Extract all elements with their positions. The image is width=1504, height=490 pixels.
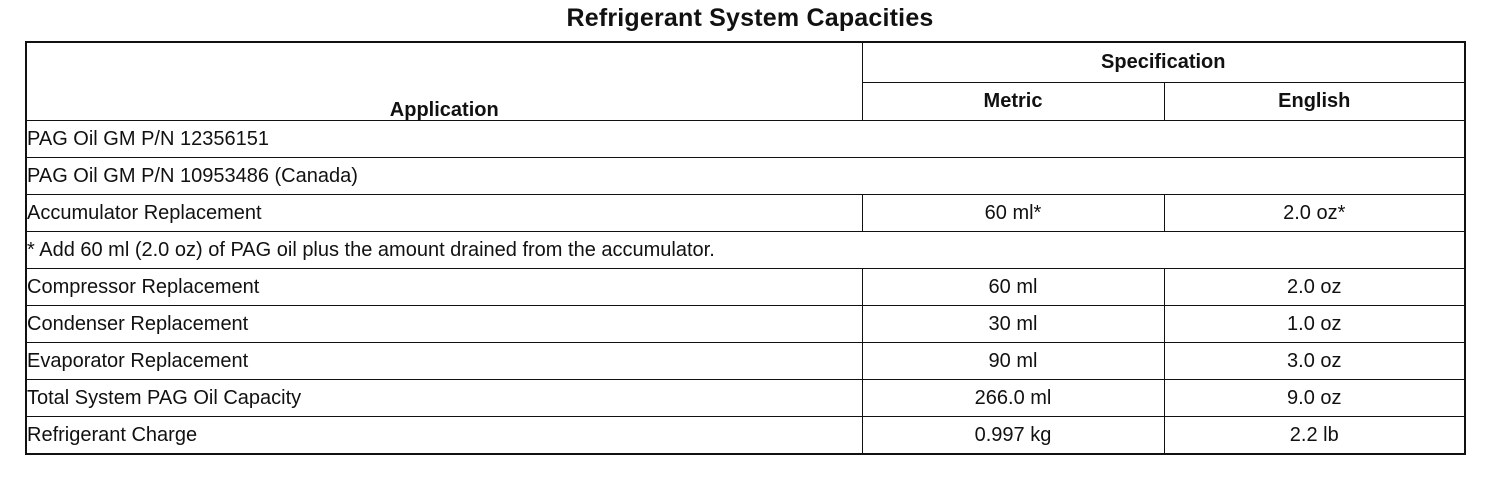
table-row bbox=[26, 416, 1465, 454]
english-cell: 2.2 lb bbox=[1164, 416, 1465, 454]
table-row bbox=[26, 379, 1465, 416]
english-cell: 2.0 oz* bbox=[1164, 194, 1465, 231]
metric-cell: 60 ml bbox=[862, 268, 1164, 305]
table-row bbox=[26, 342, 1465, 379]
english-cell: 1.0 oz bbox=[1164, 305, 1465, 342]
english-cell: 2.0 oz bbox=[1164, 268, 1465, 305]
english-cell: 9.0 oz bbox=[1164, 379, 1465, 416]
application-cell: Compressor Replacement bbox=[26, 268, 862, 305]
table-row bbox=[26, 194, 1465, 231]
application-cell: Evaporator Replacement bbox=[26, 342, 862, 379]
part-number-line: PAG Oil GM P/N 12356151 bbox=[26, 120, 1465, 157]
application-cell: Accumulator Replacement bbox=[26, 194, 862, 231]
footnote: * Add 60 ml (2.0 oz) of PAG oil plus the amount drained from the accumulator. bbox=[26, 231, 1465, 268]
metric-cell: 30 ml bbox=[862, 305, 1164, 342]
application-cell: Total System PAG Oil Capacity bbox=[26, 379, 862, 416]
table-row bbox=[26, 305, 1465, 342]
english-header: English bbox=[1164, 82, 1465, 120]
application-header: Application bbox=[26, 42, 862, 120]
metric-cell: 60 ml* bbox=[862, 194, 1164, 231]
application-cell: Refrigerant Charge bbox=[26, 416, 862, 454]
capacities-table bbox=[25, 41, 1466, 455]
specification-header: Specification bbox=[862, 42, 1465, 82]
metric-header: Metric bbox=[862, 82, 1164, 120]
application-cell: Condenser Replacement bbox=[26, 305, 862, 342]
english-cell: 3.0 oz bbox=[1164, 342, 1465, 379]
table-row bbox=[26, 268, 1465, 305]
page-title: Refrigerant System Capacities bbox=[566, 4, 934, 32]
metric-cell: 0.997 kg bbox=[862, 416, 1164, 454]
metric-cell: 90 ml bbox=[862, 342, 1164, 379]
part-number-canada-line: PAG Oil GM P/N 10953486 (Canada) bbox=[26, 157, 1465, 194]
metric-cell: 266.0 ml bbox=[862, 379, 1164, 416]
